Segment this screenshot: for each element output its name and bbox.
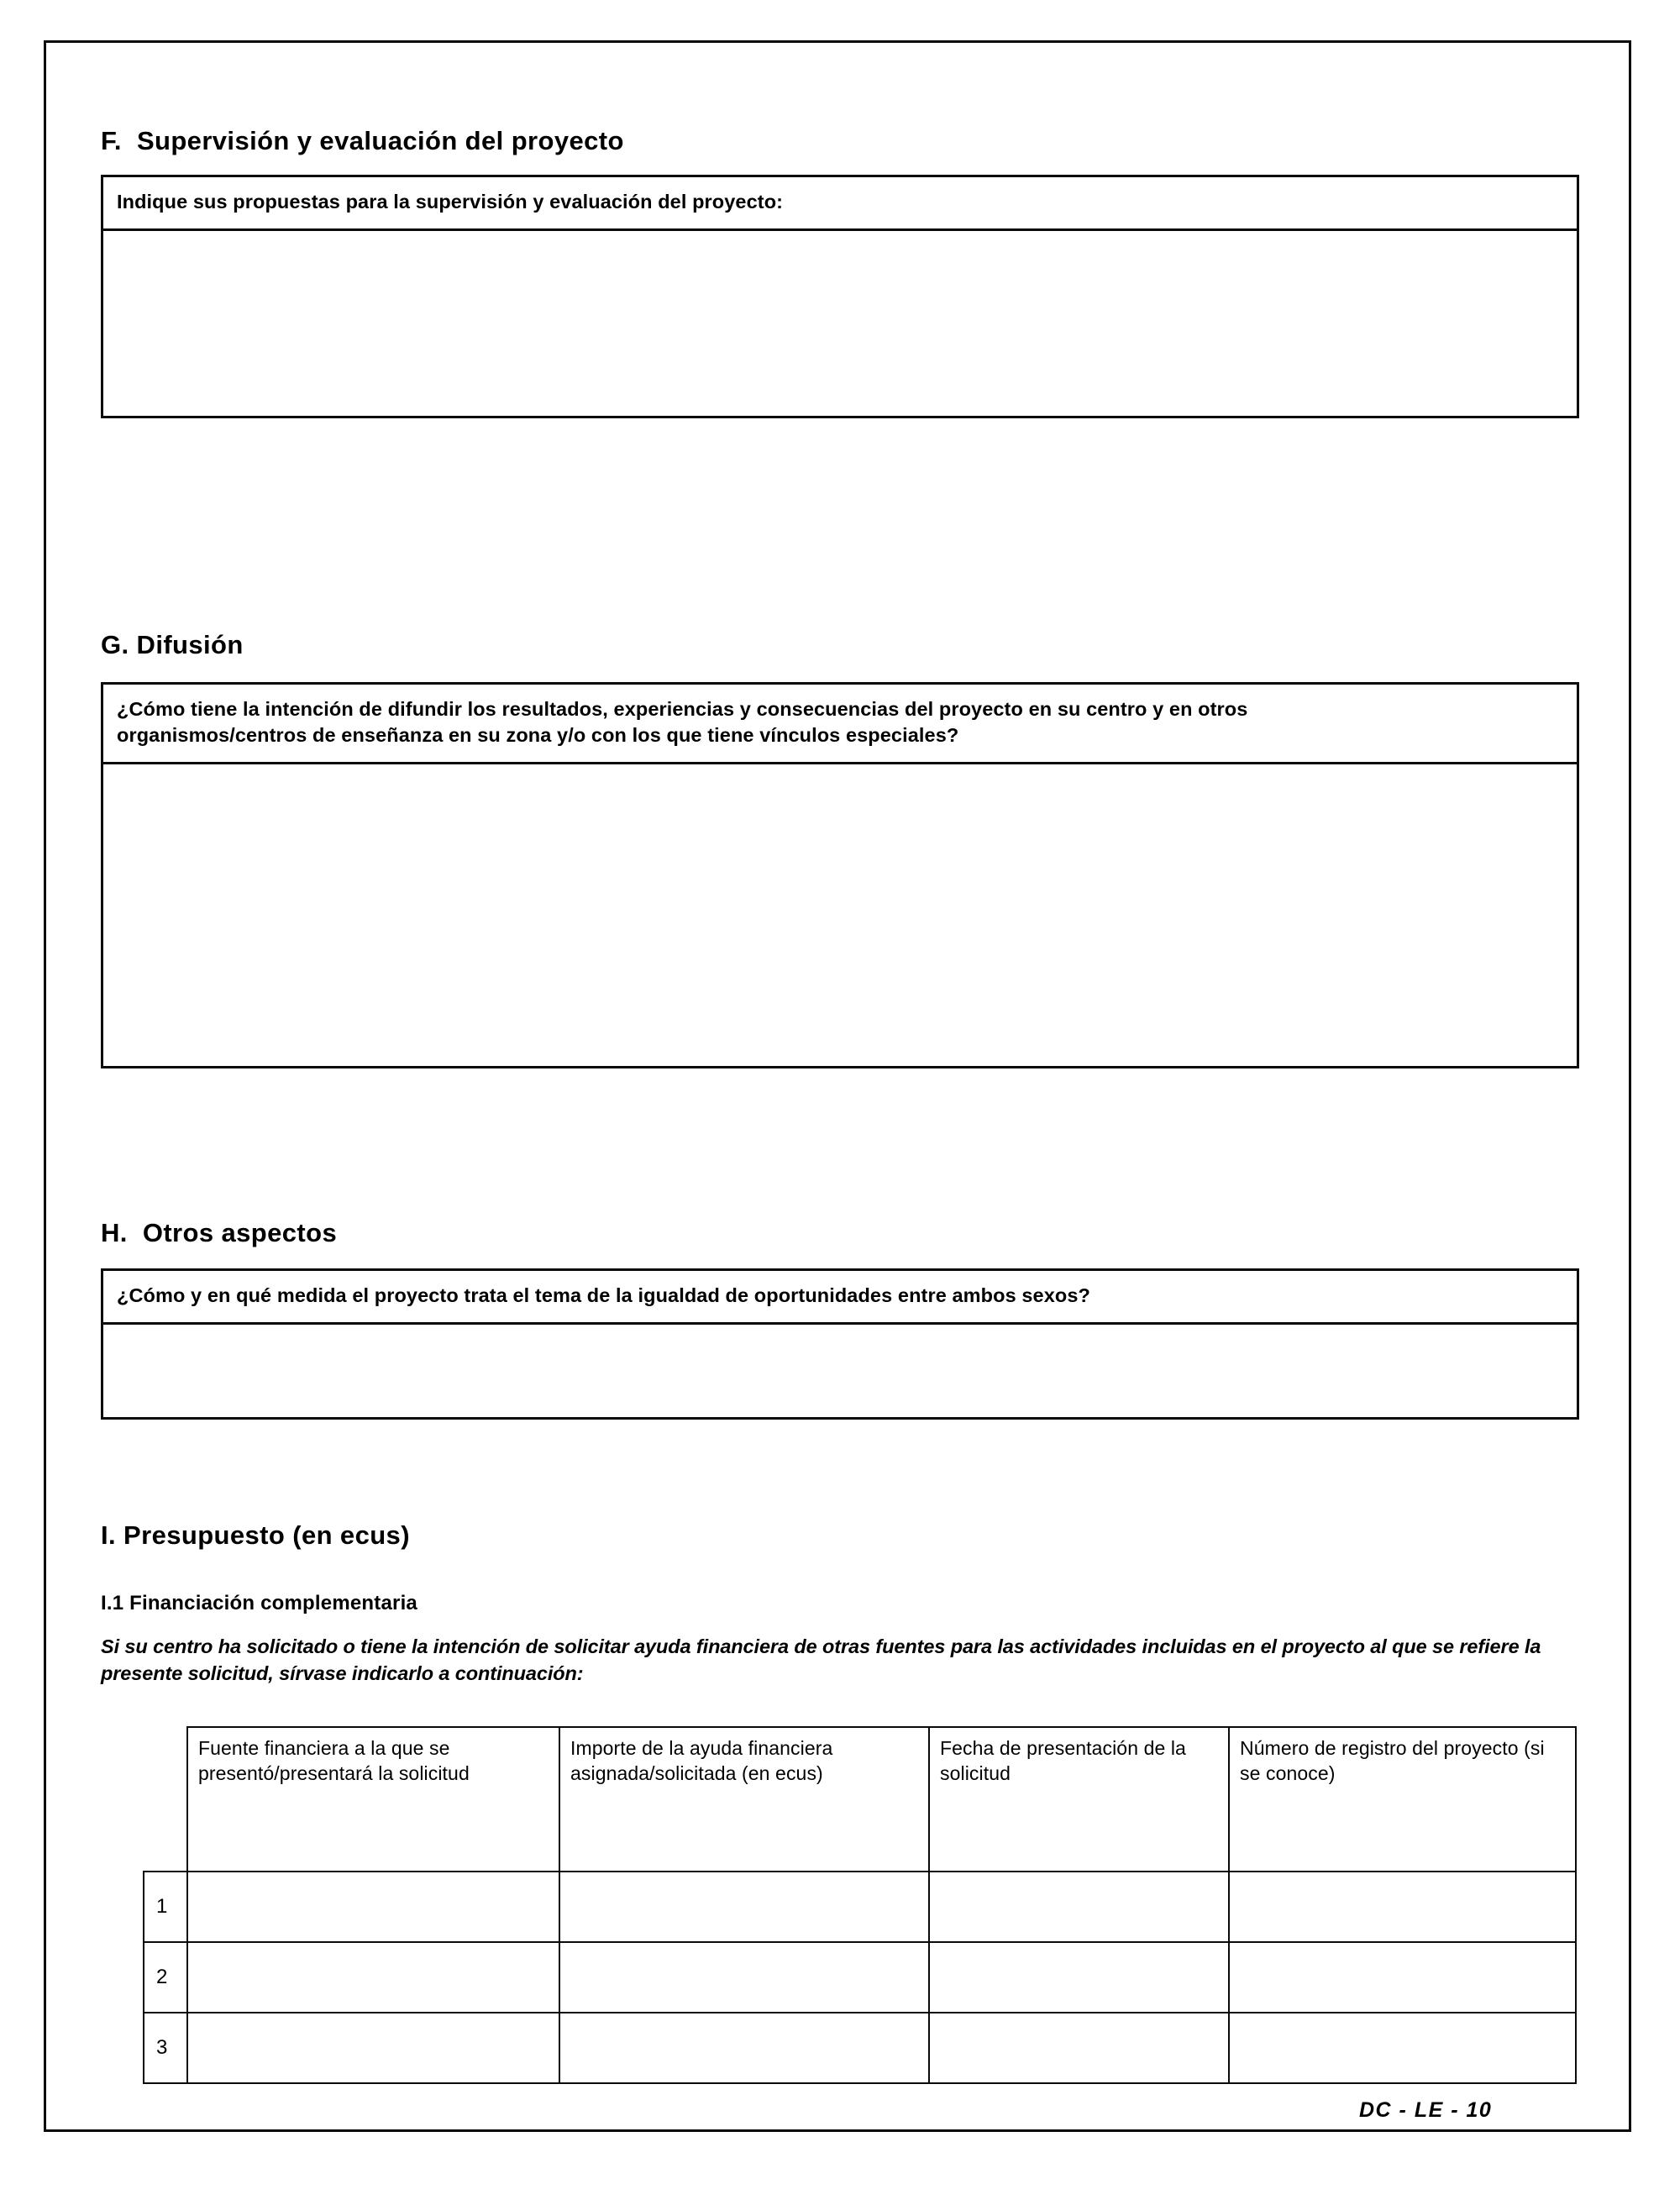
row-source-cell[interactable] <box>187 2013 559 2083</box>
section-g-prompt-line2: organismos/centros de enseñanza en su zona y/o con los que tiene vínculos especiales? <box>117 724 959 747</box>
financing-table-header-row <box>144 1727 1576 1872</box>
section-f-heading: F. Supervisión y evaluación del proyecto <box>101 126 624 155</box>
row-number: 2 <box>144 1942 187 2013</box>
section-i1-intro-line2: el proyecto al que se refiere la presente solicitud, sírvase indicarlo a continuación: <box>101 1635 1541 1684</box>
table-row <box>144 1872 1576 1942</box>
section-g-prompt <box>103 685 1577 764</box>
section-h-prompt: ¿Cómo y en qué medida el proyecto trata el tema de la igualdad de oportunidades entre ambos sexos? <box>103 1271 1577 1325</box>
financing-table <box>143 1726 1577 2084</box>
row-amount-cell[interactable] <box>559 1872 929 1942</box>
section-f-answer-area[interactable] <box>103 231 1577 414</box>
financing-col-date-header: Fecha de presentación de la solicitud <box>929 1727 1229 1872</box>
section-i1-intro-line1: Si su centro ha solicitado o tiene la intención de solicitar ayuda financiera de otras fuentes para las actividades incluidas en <box>101 1635 1256 1657</box>
row-amount-cell[interactable] <box>559 1942 929 2013</box>
section-i1-intro <box>101 1634 1571 1687</box>
section-f-prompt: Indique sus propuestas para la supervisión y evaluación del proyecto: <box>103 177 1577 231</box>
section-g-prompt-line1: ¿Cómo tiene la intención de difundir los resultados, experiencias y consecuencias del proyecto en su centro y en otros <box>117 698 1248 720</box>
section-g-box <box>101 682 1579 1068</box>
financing-col-number-header <box>144 1727 187 1872</box>
section-g-answer-area[interactable] <box>103 764 1577 1058</box>
row-amount-cell[interactable] <box>559 2013 929 2083</box>
section-f-box <box>101 175 1579 418</box>
row-number: 1 <box>144 1872 187 1942</box>
row-registration-cell[interactable] <box>1229 2013 1576 2083</box>
section-g-heading: G. Difusión <box>101 630 244 659</box>
section-i-heading: I. Presupuesto (en ecus) <box>101 1520 410 1550</box>
section-h-box <box>101 1268 1579 1420</box>
section-h-heading: H. Otros aspectos <box>101 1218 338 1247</box>
section-h-answer-area[interactable] <box>103 1325 1577 1417</box>
row-registration-cell[interactable] <box>1229 1942 1576 2013</box>
page-footer-reference: DC - LE - 10 <box>1359 2098 1493 2122</box>
row-date-cell[interactable] <box>929 1942 1229 2013</box>
row-date-cell[interactable] <box>929 1872 1229 1942</box>
section-i1-subheading: I.1 Financiación complementaria <box>101 1592 417 1614</box>
row-date-cell[interactable] <box>929 2013 1229 2083</box>
financing-col-registration-header: Número de registro del proyecto (si se conoce) <box>1229 1727 1576 1872</box>
financing-col-amount-header: Importe de la ayuda financiera asignada/solicitada (en ecus) <box>559 1727 929 1872</box>
row-registration-cell[interactable] <box>1229 1872 1576 1942</box>
row-number: 3 <box>144 2013 187 2083</box>
table-row <box>144 2013 1576 2083</box>
table-row <box>144 1942 1576 2013</box>
row-source-cell[interactable] <box>187 1942 559 2013</box>
row-source-cell[interactable] <box>187 1872 559 1942</box>
financing-col-source-header: Fuente financiera a la que se presentó/presentará la solicitud <box>187 1727 559 1872</box>
